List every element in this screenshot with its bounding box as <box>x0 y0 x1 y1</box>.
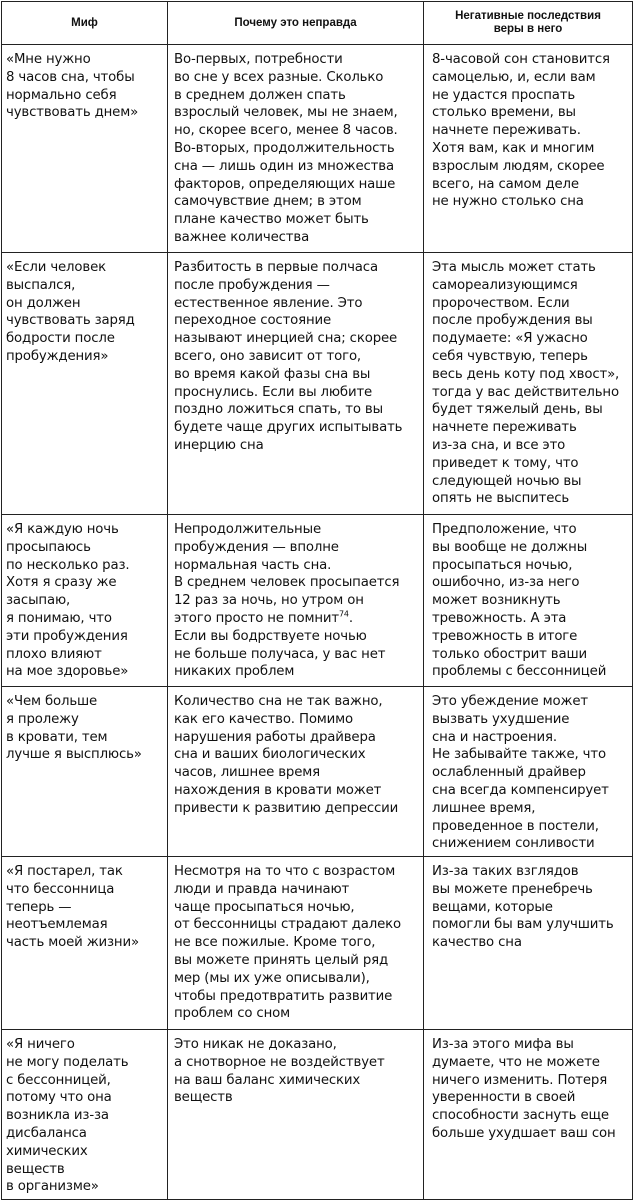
why-cell <box>168 45 424 253</box>
consequences-cell <box>424 857 633 1030</box>
why-cell <box>168 857 424 1030</box>
why-text <box>168 515 423 681</box>
consequences-text: Предположение, что вы вообще не должны просыпаться ночью, ошибочно, из-за него может возникнуть тревожность. А эта тревожность в итоге только обострит ваши проблемы с бессонницей <box>432 522 607 680</box>
why-text: Несмотря на то что с возрастом люди и правда начинают чаще просыпаться ночью, от бессонницы страдают далеко не все пожилые. Кроме того, вы можете принять целый ряд мер (мы их уже описывали), чтобы предотвратить развитие проблем со сном <box>174 864 402 1022</box>
table-row <box>2 1030 633 1200</box>
consequences-cell <box>424 253 633 515</box>
why-cell <box>168 253 424 515</box>
myth-cell <box>2 253 168 515</box>
table-header-row <box>2 2 633 45</box>
header-myth: Миф <box>2 2 168 45</box>
myth-text: «Чем больше я пролежу в кровати, тем лучше я высплюсь» <box>6 694 142 763</box>
header-why: Почему это неправда <box>168 2 424 45</box>
myths-table <box>1 1 633 1200</box>
consequences-text: Это убеждение может вызвать ухудшение сна и настроения. Не забывайте также, что ослабленный драйвер сна всегда компенсирует лишнее время, проведенное в постели, снижением сонливости <box>432 694 609 852</box>
why-text: Это никак не доказано, а снотворное не воздействует на ваш баланс химических веществ <box>174 1037 385 1106</box>
why-text: Во-первых, потребности во сне у всех разные. Сколько в среднем должен спать взрослый человек, мы не знаем, но, скорее всего, менее 8 часов. Во-вторых, продолжительность сна — лишь один из множества факторов, определяющих наше самочувствие днем; в этом плане качество может быть важнее количества <box>174 52 398 245</box>
myth-cell <box>2 857 168 1030</box>
myth-text: «Мне нужно 8 часов сна, чтобы нормально себя чувствовать днем» <box>6 52 139 121</box>
myth-cell <box>2 687 168 857</box>
myth-text: «Если человек выспался, он должен чувствовать заряд бодрости после пробуждения» <box>6 260 135 364</box>
why-text: Разбитость в первые полчаса после пробуждения — естественное явление. Это переходное состояние называют инерцией сна; скорее всего, оно зависит от того, во время какой фазы сна вы проснулись. Если вы любите поздно ложиться спать, то вы будете чаще других испытывать инерцию сна <box>174 260 403 453</box>
consequences-text: 8-часовой сон становится самоцелью, и, если вам не удастся проспать столько времени, вы начнете переживать. Хотя вам, как и многим взрослым людям, скорее всего, на самом деле не нужно столько сна <box>432 52 610 210</box>
why-cell <box>168 687 424 857</box>
table-row <box>2 857 633 1030</box>
myth-text: «Я каждую ночь просыпаюсь по несколько раз. Хотя я сразу же засыпаю, я понимаю, что эти пробуждения плохо влияют на мое здоровье» <box>6 522 130 680</box>
myth-cell <box>2 515 168 687</box>
table-row <box>2 253 633 515</box>
consequences-cell <box>424 687 633 857</box>
consequences-cell <box>424 45 633 253</box>
consequences-text: Из-за таких взглядов вы можете пренебречь вещами, которые помогли бы вам улучшить качество сна <box>432 864 614 951</box>
why-text-part: Непродолжительные пробуждения — вполне нормальная часть сна. В среднем человек просыпается 12 раз за ночь, но утром он этого просто не помнит <box>174 522 400 626</box>
myth-text: «Я ничего не могу поделать с бессонницей, потому что она возникла из-за дисбаланса химических веществ в организме» <box>6 1037 129 1195</box>
consequences-cell <box>424 515 633 687</box>
consequences-text: Эта мысль может стать самореализующимся пророчеством. Если после пробуждения вы подумаете: «Я ужасно себя чувствую, теперь весь день коту под хвост», тогда у вас действительно будет тяжелый день, вы начнете переживать из-за сна, и все это приведет к тому, что следующей ночью вы опять не выспитесь <box>432 260 620 507</box>
myth-text: «Я постарел, так что бессонница теперь — неотъемлемая часть моей жизни» <box>6 864 139 951</box>
why-text-part: . Если вы бодрствуете ночью не больше получаса, у вас нет никаких проблем <box>174 610 386 680</box>
why-cell <box>168 515 424 687</box>
table-row <box>2 45 633 253</box>
myth-cell <box>2 45 168 253</box>
why-text: Количество сна не так важно, как его качество. Помимо нарушения работы драйвера сна и ваших биологических часов, лишнее время нахождения в кровати может привести к развитию депрессии <box>174 694 399 816</box>
table-row <box>2 687 633 857</box>
myth-cell <box>2 1030 168 1200</box>
footnote-ref: 74 <box>338 609 349 619</box>
table-row <box>2 515 633 687</box>
header-consequences: Негативные последствия веры в него <box>424 2 633 45</box>
consequences-text: Из-за этого мифа вы думаете, что не можете ничего изменить. Потеря уверенности в своей способности заснуть еще больше ухудшает ваш сон <box>432 1037 616 1141</box>
consequences-cell <box>424 1030 633 1200</box>
why-cell <box>168 1030 424 1200</box>
